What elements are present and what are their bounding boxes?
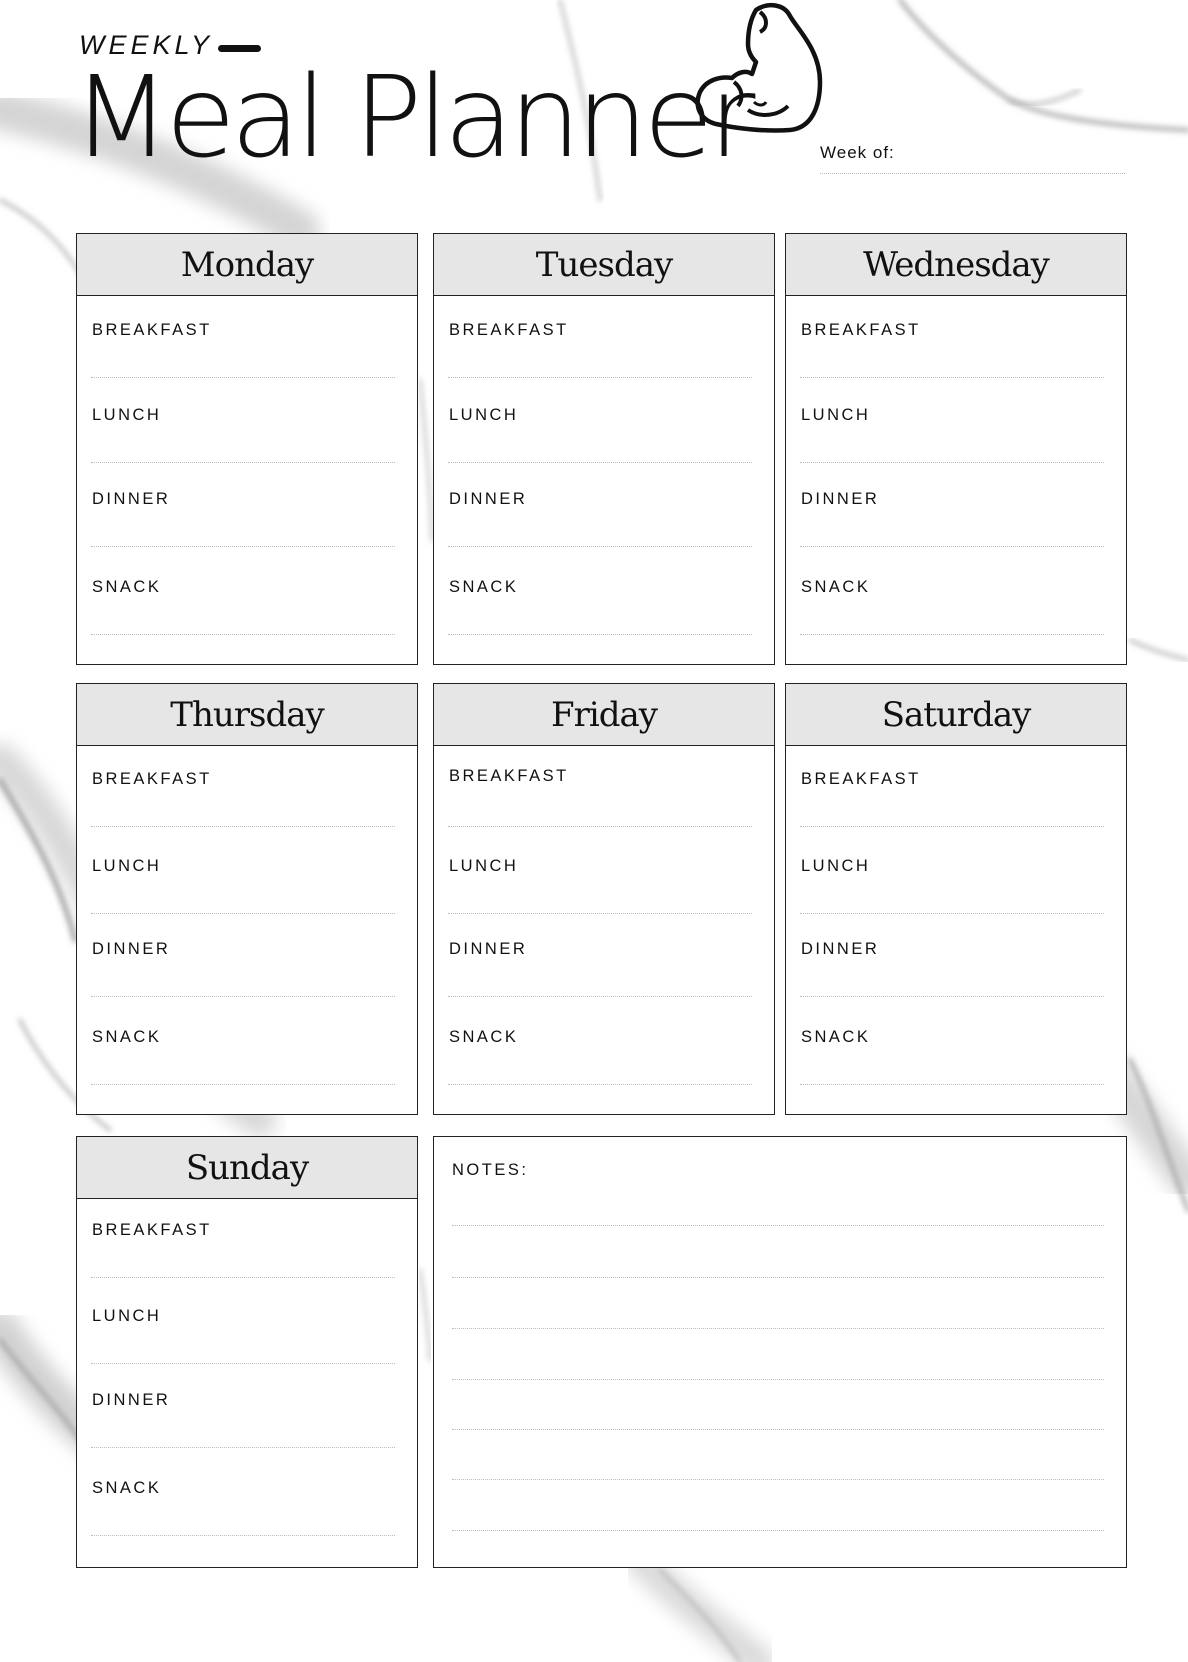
meal-row-lunch (91, 1307, 395, 1394)
meal-row-lunch (91, 857, 395, 944)
meal-label: SNACK (801, 578, 871, 596)
note-line[interactable] (452, 1277, 1104, 1278)
meal-row-lunch (91, 406, 395, 493)
meal-label: LUNCH (801, 857, 871, 875)
meal-row-lunch (448, 857, 752, 944)
meal-entry-line[interactable] (800, 546, 1104, 547)
meal-label: SNACK (801, 1028, 871, 1046)
meal-label: BREAKFAST (801, 770, 921, 788)
day-card-sunday (76, 1136, 418, 1568)
day-card-friday (433, 683, 775, 1115)
meal-entry-line[interactable] (448, 996, 752, 997)
meal-entry-line[interactable] (800, 462, 1104, 463)
meal-entry-line[interactable] (91, 377, 395, 378)
meal-entry-line[interactable] (91, 546, 395, 547)
meal-label: BREAKFAST (92, 321, 212, 339)
meal-label: DINNER (449, 940, 528, 958)
notes-label: NOTES: (452, 1161, 529, 1179)
meal-row-snack (91, 1479, 395, 1566)
meal-entry-line[interactable] (91, 462, 395, 463)
meal-row-dinner (800, 490, 1104, 577)
meal-entry-line[interactable] (800, 826, 1104, 827)
meal-entry-line[interactable] (91, 1447, 395, 1448)
meal-row-snack (91, 578, 395, 665)
meal-row-breakfast (91, 1221, 395, 1308)
meal-entry-line[interactable] (800, 634, 1104, 635)
meal-label: DINNER (92, 940, 171, 958)
meal-label: SNACK (92, 1028, 162, 1046)
day-card-saturday (785, 683, 1127, 1115)
meal-label: LUNCH (801, 406, 871, 424)
meal-entry-line[interactable] (448, 913, 752, 914)
day-title: Wednesday (786, 234, 1126, 296)
day-card-wednesday (785, 233, 1127, 665)
meal-row-lunch (800, 857, 1104, 944)
meal-label: BREAKFAST (801, 321, 921, 339)
meal-row-snack (800, 1028, 1104, 1115)
note-line[interactable] (452, 1429, 1104, 1430)
day-title: Saturday (786, 684, 1126, 746)
meal-label: BREAKFAST (92, 1221, 212, 1239)
meal-label: LUNCH (92, 406, 162, 424)
meal-label: LUNCH (449, 406, 519, 424)
day-card-monday (76, 233, 418, 665)
meal-label: LUNCH (449, 857, 519, 875)
meal-label: LUNCH (92, 1307, 162, 1325)
meal-entry-line[interactable] (448, 462, 752, 463)
meal-row-dinner (91, 490, 395, 577)
note-line[interactable] (452, 1225, 1104, 1226)
meal-label: SNACK (449, 1028, 519, 1046)
meal-entry-line[interactable] (448, 1084, 752, 1085)
day-title: Tuesday (434, 234, 774, 296)
notes-card (433, 1136, 1127, 1568)
meal-row-lunch (448, 406, 752, 493)
meal-entry-line[interactable] (91, 1363, 395, 1364)
kicker-dash (218, 45, 261, 52)
meal-entry-line[interactable] (91, 1084, 395, 1085)
meal-label: LUNCH (92, 857, 162, 875)
meal-row-dinner (448, 490, 752, 577)
meal-label: BREAKFAST (449, 767, 569, 785)
meal-label: DINNER (92, 490, 171, 508)
meal-row-snack (91, 1028, 395, 1115)
meal-entry-line[interactable] (448, 826, 752, 827)
flexed-bicep-icon (694, 2, 824, 134)
day-title: Sunday (77, 1137, 417, 1199)
week-of-label: Week of: (820, 143, 895, 162)
meal-row-dinner (91, 940, 395, 1027)
meal-row-snack (800, 578, 1104, 665)
meal-row-dinner (91, 1391, 395, 1478)
planner-kicker: WEEKLY (79, 30, 214, 60)
meal-entry-line[interactable] (800, 996, 1104, 997)
meal-label: SNACK (449, 578, 519, 596)
meal-row-snack (448, 1028, 752, 1115)
meal-label: SNACK (92, 1479, 162, 1497)
meal-entry-line[interactable] (800, 1084, 1104, 1085)
note-line[interactable] (452, 1479, 1104, 1480)
meal-label: BREAKFAST (449, 321, 569, 339)
meal-entry-line[interactable] (800, 913, 1104, 914)
meal-entry-line[interactable] (448, 634, 752, 635)
day-card-thursday (76, 683, 418, 1115)
meal-label: BREAKFAST (92, 770, 212, 788)
meal-label: DINNER (449, 490, 528, 508)
note-line[interactable] (452, 1530, 1104, 1531)
meal-row-breakfast (91, 321, 395, 408)
meal-row-lunch (800, 406, 1104, 493)
meal-entry-line[interactable] (91, 913, 395, 914)
week-of-field[interactable] (820, 173, 1125, 174)
meal-row-snack (448, 578, 752, 665)
note-line[interactable] (452, 1328, 1104, 1329)
meal-label: SNACK (92, 578, 162, 596)
meal-row-breakfast (448, 767, 752, 854)
meal-label: DINNER (801, 490, 880, 508)
meal-entry-line[interactable] (448, 377, 752, 378)
day-title: Friday (434, 684, 774, 746)
note-line[interactable] (452, 1379, 1104, 1380)
meal-row-breakfast (800, 770, 1104, 857)
day-title: Thursday (77, 684, 417, 746)
meal-label: DINNER (801, 940, 880, 958)
page-title: Meal Planner (72, 53, 751, 183)
meal-entry-line[interactable] (91, 1277, 395, 1278)
meal-row-breakfast (800, 321, 1104, 408)
meal-entry-line[interactable] (91, 634, 395, 635)
day-card-tuesday (433, 233, 775, 665)
meal-entry-line[interactable] (800, 377, 1104, 378)
meal-entry-line[interactable] (91, 996, 395, 997)
meal-row-breakfast (448, 321, 752, 408)
meal-row-dinner (800, 940, 1104, 1027)
meal-row-dinner (448, 940, 752, 1027)
meal-row-breakfast (91, 770, 395, 857)
meal-entry-line[interactable] (91, 1535, 395, 1536)
meal-label: DINNER (92, 1391, 171, 1409)
meal-entry-line[interactable] (448, 546, 752, 547)
day-title: Monday (77, 234, 417, 296)
meal-entry-line[interactable] (91, 826, 395, 827)
